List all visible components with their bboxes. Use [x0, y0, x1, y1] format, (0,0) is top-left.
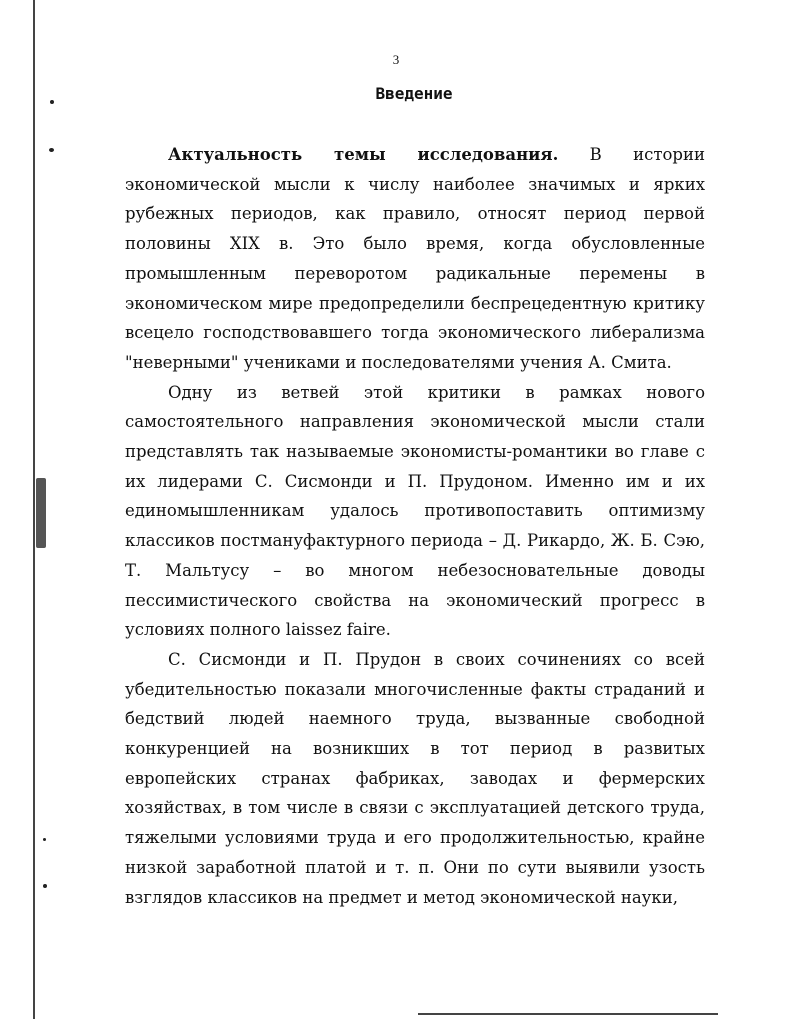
scan-bottom-rule — [418, 1013, 718, 1015]
paragraph — [125, 140, 705, 378]
scan-speck — [43, 884, 47, 888]
page-number: 3 — [392, 52, 400, 67]
scan-speck — [49, 148, 54, 152]
scan-speck — [43, 838, 46, 841]
scan-speck — [36, 478, 46, 548]
section-heading: Введение — [375, 84, 453, 103]
document-body — [125, 140, 705, 912]
paragraph-text: В истории экономической мысли к числу наиболее значимых и ярких рубежных периодов, как правило, относят период первой половины XIX в. Это было время, когда обусловленные промышленным переворотом радикальные перемены в экономическом мире предопределили беспрецедентную критику всецело господствовавшего тогда экономического либерализма "неверными" учениками и последователями учения А. Смита. — [125, 145, 705, 372]
paragraph: Одну из ветвей этой критики в рамках нового самостоятельного направления экономической мысли стали представлять так называемые экономисты-романтики во главе с их лидерами С. Сисмонди и П. Прудоном. Именно им и их единомышленникам удалось противопоставить оптимизму классиков постмануфактурного периода – Д. Рикардо, Ж. Б. Сэю, Т. Мальтусу – во многом небезосновательные доводы пессимистического свойства на экономический прогресс в условиях полного laissez faire. — [125, 382, 705, 640]
paragraph-lead: Актуальность темы исследования. — [168, 145, 559, 164]
scan-edge-line — [33, 0, 35, 1019]
paragraph: С. Сисмонди и П. Прудон в своих сочинениях со всей убедительностью показали многочисленные факты страданий и бедствий людей наемного труда, вызванные свободной конкуренцией на возникших в тот период в развитых европейских странах фабриках, заводах и фермерских хозяйствах, в том числе в связи с эксплуатацией детского труда, тяжелыми условиями труда и его продолжительностью, крайне низкой заработной платой и т. п. Они по сути выявили узость взглядов классиков на предмет и метод экономической науки, — [125, 649, 705, 907]
